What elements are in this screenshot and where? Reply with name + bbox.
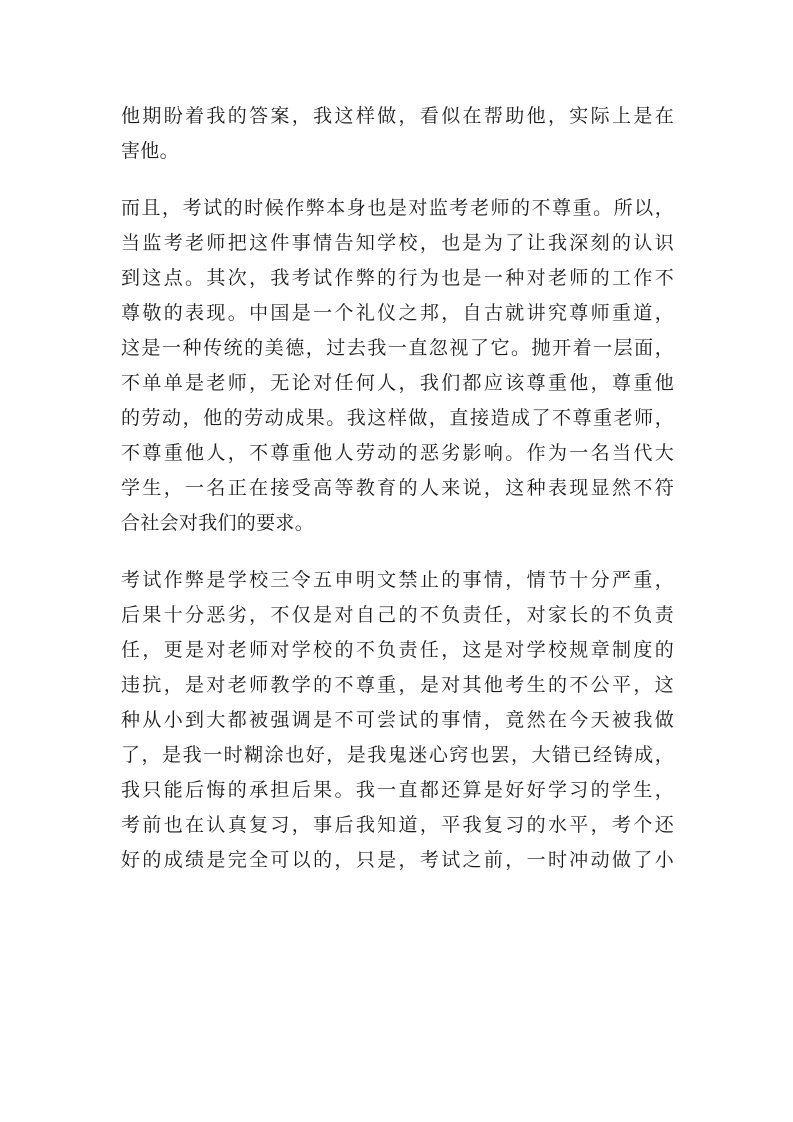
text-line: 学生，一名正在接受高等教育的人来说，这种表现显然不符 [121,477,674,499]
paragraph-3 [121,563,674,878]
text-line: 不尊重他人，不尊重他人劳动的恶劣影响。作为一名当代大 [121,442,674,464]
text-line: 害他。 [121,140,179,162]
document-body [121,99,674,878]
text-line: 后果十分恶劣，不仅是对自己的不负责任，对家长的不负责 [121,604,674,626]
text-line: 任，更是对老师对学校的不负责任，这是对学校规章制度的 [121,639,674,661]
text-line: 违抗，是对老师教学的不尊重，是对其他考生的不公平，这 [121,674,674,696]
text-line: 种从小到大都被强调是不可尝试的事情，竟然在今天被我做 [121,709,674,731]
text-line: 当监考老师把这件事情告知学校，也是为了让我深刻的认识 [121,232,674,254]
text-line: 了，是我一时糊涂也好，是我鬼迷心窍也罢，大错已经铸成， [121,744,674,766]
paragraph-spacer [121,169,674,191]
text-line: 好的成绩是完全可以的，只是，考试之前，一时冲动做了小 [121,849,674,871]
text-line: 他期盼着我的答案，我这样做，看似在帮助他，实际上是在 [121,105,674,127]
text-line: 尊敬的表现。中国是一个礼仪之邦，自古就讲究尊师重道， [121,302,674,324]
paragraph-2 [121,191,674,541]
text-line: 而且，考试的时候作弊本身也是对监考老师的不尊重。所以， [121,197,674,219]
paragraph-1 [121,99,674,169]
text-line: 考前也在认真复习，事后我知道，平我复习的水平，考个还 [121,814,674,836]
text-line: 到这点。其次，我考试作弊的行为也是一种对老师的工作不 [121,267,674,289]
text-line: 合社会对我们的要求。 [121,512,315,534]
text-line: 我只能后悔的承担后果。我一直都还算是好好学习的学生， [121,779,674,801]
text-line: 考试作弊是学校三令五申明文禁止的事情，情节十分严重， [121,569,674,591]
text-line: 不单单是老师，无论对任何人，我们都应该尊重他，尊重他 [121,372,674,394]
text-line: 的劳动，他的劳动成果。我这样做，直接造成了不尊重老师， [121,407,674,429]
text-line: 这是一种传统的美德，过去我一直忽视了它。抛开着一层面， [121,337,674,359]
paragraph-spacer [121,541,674,563]
